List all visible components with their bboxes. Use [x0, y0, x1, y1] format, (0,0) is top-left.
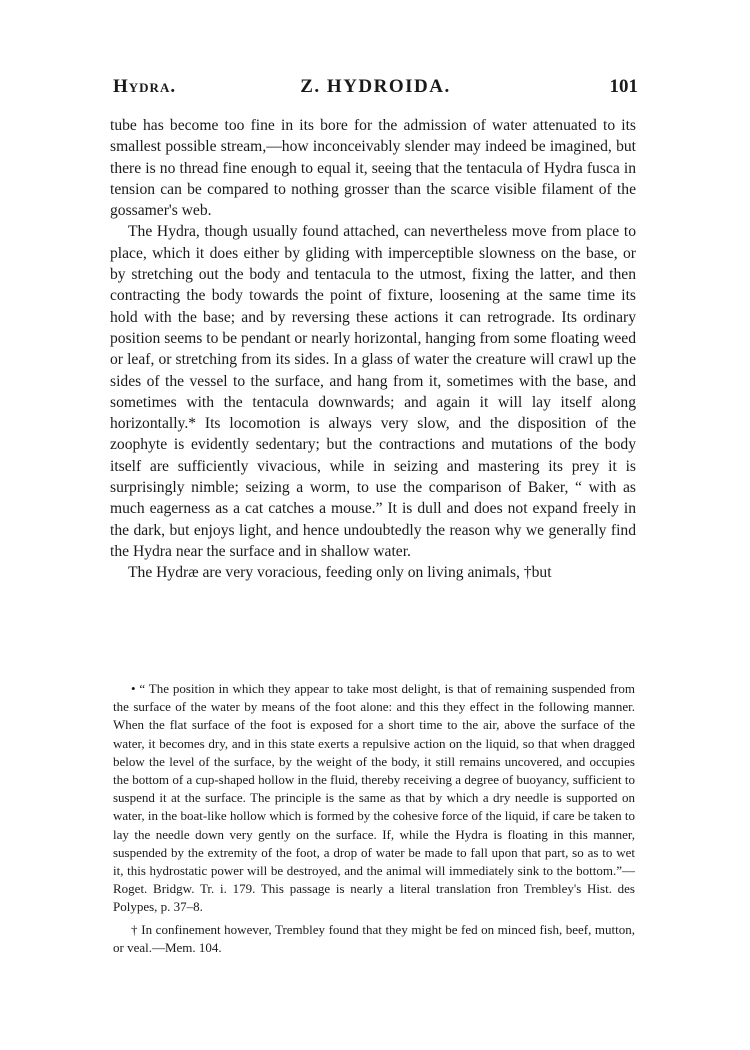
- running-head: [113, 76, 638, 100]
- running-head-title: Z. HYDROIDA.: [300, 76, 451, 97]
- paragraph: The Hydra, though usually found attached, can nevertheless move from place to place, which it does either by gliding with imperceptible slowness on the base, or by stretching out the body and tentacula to the utmost, fixing the latter, and then contracting the body towards the point of fixture, loosening at the same time its hold with the base; and by reversing these actions it can retrograde. Its ordinary position seems to be pendant or nearly horizontal, hanging from some floating weed or leaf, or stretching from its sides. In a glass of water the creature will crawl up the sides of the vessel to the surface, and hang from it, sometimes with the base, and sometimes with the tentacula downwards; and again it will lay itself along horizontally.* Its locomotion is always very slow, and the disposition of the zoophyte is evidently sedentary; but the contractions and mutations of the body itself are sufficiently vivacious, while in seizing and mastering its prey it is surprisingly nimble; seizing a worm, to use the comparison of Baker, “ with as much eagerness as a cat catches a mouse.” It is dull and does not expand freely in the dark, but enjoys light, and hence undoubtedly the reason why we generally find the Hydra near the surface and in shallow water.: [110, 223, 636, 560]
- paragraph: tube has become too fine in its bore for the admission of water attenuated to its smallest possible stream,—how inconceivably slender may indeed be imagined, but there is no thread fine enough to equal it, seeing that the tentacula of Hydra fusca in tension can be compared to nothing grosser than the scarce visible filament of the gossamer's web.: [110, 117, 636, 220]
- page-number: 101: [609, 76, 638, 97]
- running-head-left: Hydra.: [113, 76, 177, 97]
- main-text: [110, 115, 636, 584]
- paragraph: The Hydræ are very voracious, feeding only on living animals, †but: [128, 564, 552, 582]
- footnotes: [113, 680, 635, 957]
- footnote: • “ The position in which they appear to take most delight, is that of remaining suspended from the surface of the water by means of the foot alone: and this they effect in the following manner. When the flat surface of the foot is exposed for a short time to the air, above the surface of the water, it becomes dry, and in this state exerts a repulsive action on the liquid, so that when dragged below the level of the surface, by the weight of the body, it still remains uncovered, and occupies the bottom of a cup-shaped hollow in the fluid, thereby receiving a degree of buoyancy, sufficient to suspend it at the surface. The principle is the same as that by which a dry needle is supported on water, in the boat-like hollow which is formed by the cohesive force of the liquid, if care be taken to lay the needle down very gently on the surface. If, while the Hydra is floating in this manner, suspended by the extremity of the foot, a drop of water be made to fall upon that part, so as to wet it, this hydrostatic power will be destroyed, and the animal will immediately sink to the bottom.”—Roget. Bridgw. Tr. i. 179. This passage is nearly a literal translation fron Trembley's Hist. des Polypes, p. 37–8.: [113, 681, 635, 915]
- footnote: † In confinement however, Trembley found that they might be fed on minced fish, beef, mutton, or veal.—Mem. 104.: [113, 921, 635, 955]
